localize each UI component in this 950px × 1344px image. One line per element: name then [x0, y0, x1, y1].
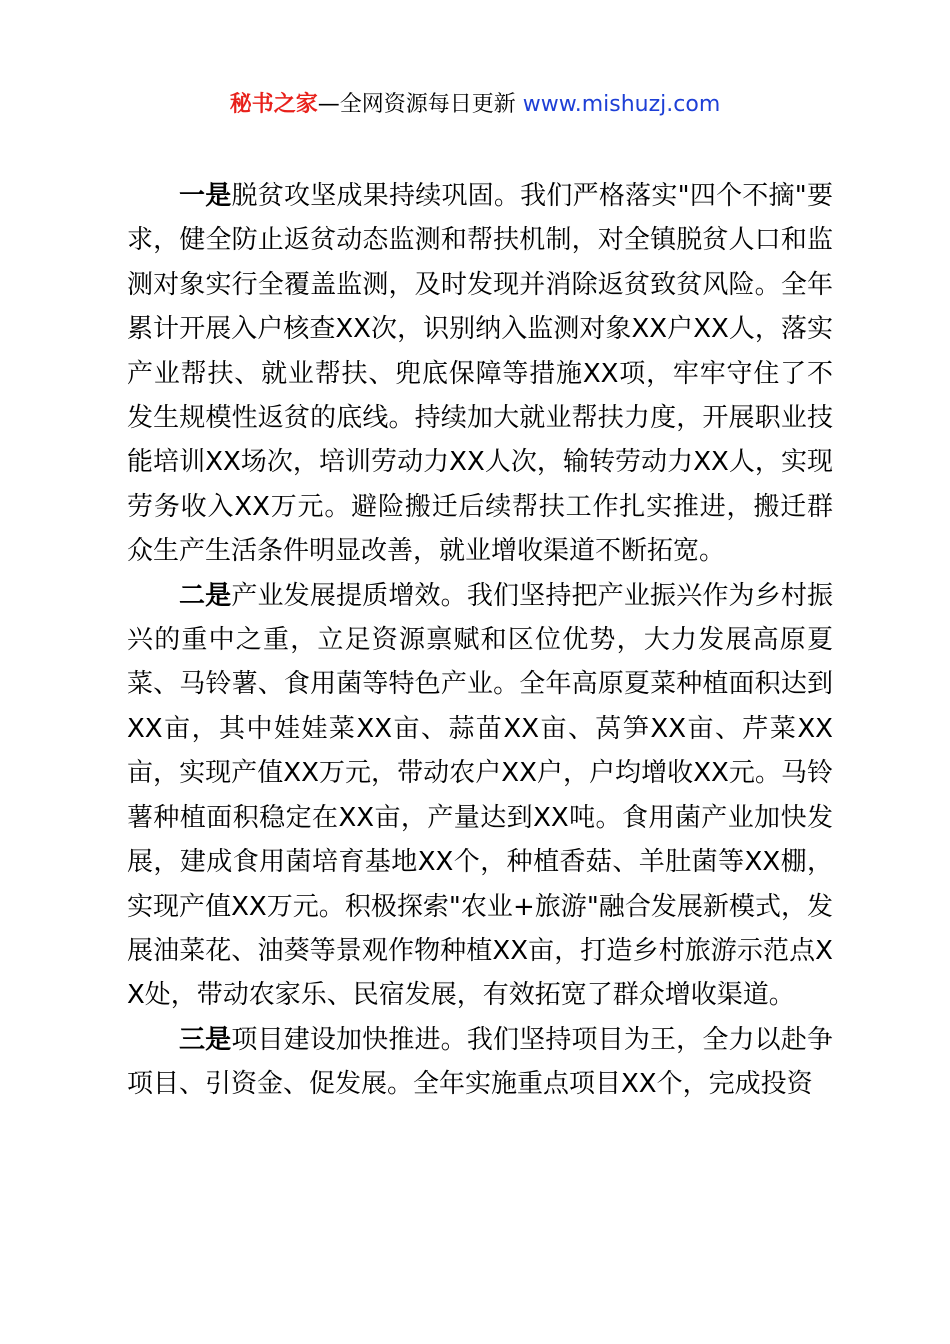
paragraph-3	[127, 1018, 833, 1107]
paragraph-text: 产业发展提质增效。我们坚持把产业振兴作为乡村振兴的重中之重，立足资源禀赋和区位优势，大力发展高原夏菜、马铃薯、食用菌等特色产业。全年高原夏菜种植面积达到XX亩，其中娃娃菜XX亩、蒜苗XX亩、莴笋XX亩、芹菜XX亩，实现产值XX万元，带动农户XX户，户均增收XX元。马铃薯种植面积稳定在XX亩，产量达到XX吨。食用菌产业加快发展，建成食用菌培育基地XX个，种植香菇、羊肚菌等XX棚，实现产值XX万元。积极探索"农业+旅游"融合发展新模式，发展油菜花、油葵等景观作物种植XX亩，打造乡村旅游示范点XX处，带动农家乐、民宿发展，有效拓宽了群众增收渠道。	[127, 580, 833, 1011]
site-slogan: —全网资源每日更新	[317, 92, 523, 117]
paragraph-lead: 三是	[179, 1024, 232, 1055]
paragraph-lead: 一是	[179, 181, 232, 211]
paragraph-text: 项目建设加快推进。我们坚持项目为王，全力以赴争项目、引资金、促发展。全年实施重点项目XX个，完成投资	[127, 1024, 833, 1100]
paragraph-lead: 二是	[179, 580, 232, 611]
paragraph-text: 脱贫攻坚成果持续巩固。我们严格落实"四个不摘"要求，健全防止返贫动态监测和帮扶机制，对全镇脱贫人口和监测对象实行全覆盖监测，及时发现并消除返贫致贫风险。全年累计开展入户核查XX次，识别纳入监测对象XX户XX人，落实产业帮扶、就业帮扶、兜底保障等措施XX项，牢牢守住了不发生规模性返贫的底线。持续加大就业帮扶力度，开展职业技能培训XX场次，培训劳动力XX人次，输转劳动力XX人，实现劳务收入XX万元。避险搬迁后续帮扶工作扎实推进，搬迁群众生产生活条件明显改善，就业增收渠道不断拓宽。	[127, 181, 833, 567]
paragraph-2	[127, 574, 833, 1018]
paragraph-1	[127, 174, 833, 574]
site-banner	[0, 88, 950, 122]
site-url-link[interactable]: www.mishuzj.com	[522, 92, 721, 117]
document-body	[127, 174, 833, 1107]
site-brand: 秘书之家	[229, 92, 318, 117]
